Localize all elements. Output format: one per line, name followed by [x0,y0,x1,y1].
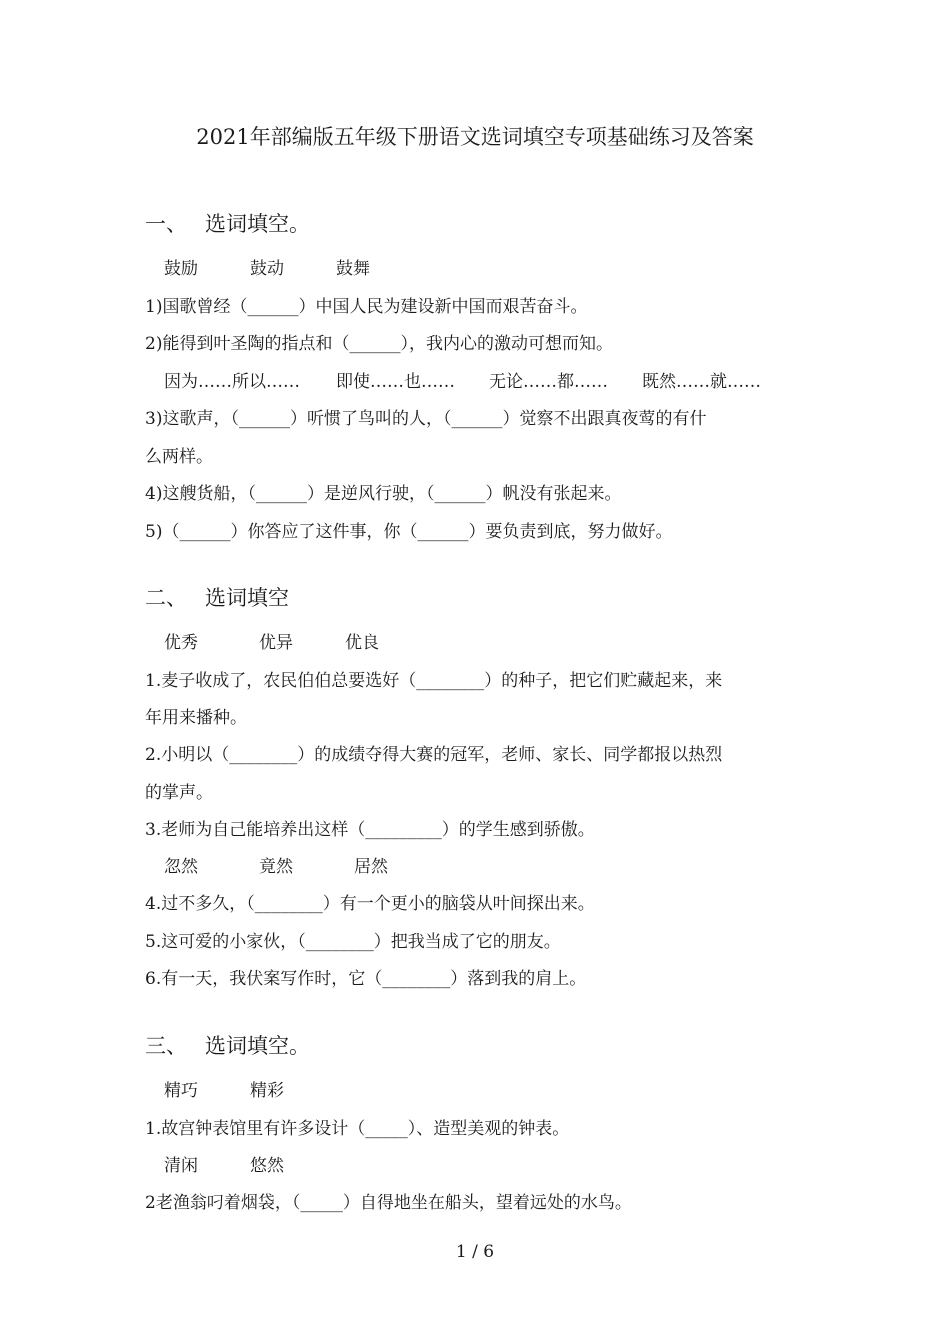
question-line: 5)（______）你答应了这件事，你（______）要负责到底，努力做好。 [145,522,673,542]
word-option: 鼓动 [250,259,284,279]
word-option: 优良 [345,633,379,653]
question-line: 1.麦子收成了，农民伯伯总要选好（________）的种子，把它们贮藏起来，来 [145,671,723,691]
word-choices [164,257,370,281]
word-option: 忽然 [164,857,198,877]
document-title: 2021年部编版五年级下册语文选词填空专项基础练习及答案 [196,125,754,149]
section-title: 选词填空。 [205,1034,310,1058]
question-line: 么两样。 [145,447,213,467]
word-option: 优异 [259,633,293,653]
word-option: 无论……都…… [489,372,608,392]
word-choices [164,1154,284,1178]
word-option: 鼓舞 [336,259,370,279]
section-number: 二、 [145,586,187,610]
word-choices [164,855,388,879]
question-line: 4.过不多久，（________）有一个更小的脑袋从叶间探出来。 [145,894,595,914]
section-1-heading [145,209,310,239]
word-option: 居然 [354,857,388,877]
question-line: 1.故宫钟表馆里有许多设计（_____）、造型美观的钟表。 [145,1119,570,1139]
word-option: 即使……也…… [336,372,455,392]
question-line: 年用来播种。 [145,708,247,728]
word-option: 精彩 [250,1081,284,1101]
question-line: 5.这可爱的小家伙，（________）把我当成了它的朋友。 [145,932,561,952]
section-title: 选词填空。 [205,212,310,236]
word-option: 精巧 [164,1081,198,1101]
section-number: 三、 [145,1034,187,1058]
section-number: 一、 [145,212,187,236]
question-line: 3)这歌声，（______）听惯了鸟叫的人，（______）觉察不出跟真夜莺的有什 [145,409,707,429]
question-line: 1)国歌曾经（______）中国人民为建设新中国而艰苦奋斗。 [145,297,588,317]
question-line: 6.有一天，我伏案写作时，它（________）落到我的肩上。 [145,969,587,989]
section-2-heading [145,583,289,613]
question-line: 2老渔翁叼着烟袋，（_____）自得地坐在船头，望着远处的水鸟。 [145,1193,632,1213]
word-option: 竟然 [259,857,293,877]
word-choices [164,370,761,394]
question-line: 的掌声。 [145,783,213,803]
question-line: 2.小明以（________）的成绩夺得大赛的冠军，老师、家长、同学都报以热烈 [145,745,723,765]
question-line: 3.老师为自己能培养出这样（_________）的学生感到骄傲。 [145,820,595,840]
word-choices [164,631,379,655]
question-line: 2)能得到叶圣陶的指点和（______），我内心的激动可想而知。 [145,334,613,354]
section-3-heading [145,1031,310,1061]
word-option: 悠然 [250,1156,284,1176]
section-title: 选词填空 [205,586,289,610]
word-option: 优秀 [164,633,198,653]
word-option: 因为……所以…… [164,372,300,392]
question-line: 4)这艘货船，（______）是逆风行驶，（______）帆没有张起来。 [145,484,622,504]
word-choices [164,1079,284,1103]
word-option: 清闲 [164,1156,198,1176]
word-option: 鼓励 [164,259,198,279]
page-indicator: 1 / 6 [455,1242,495,1262]
word-option: 既然……就…… [642,372,761,392]
